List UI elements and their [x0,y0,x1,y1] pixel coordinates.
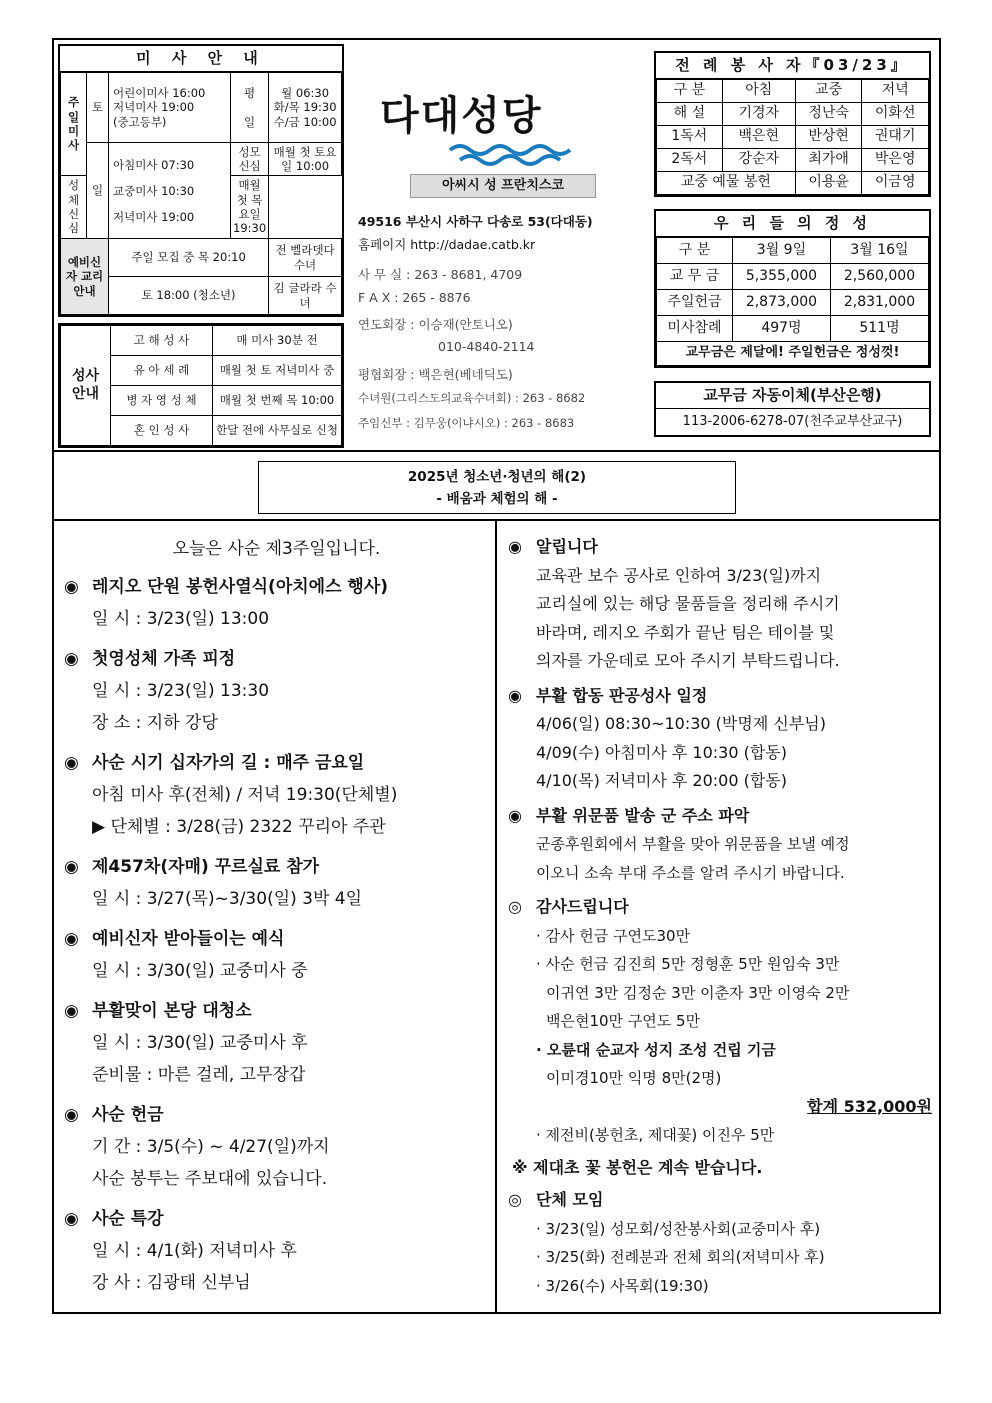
theme-line-1: 2025년 청소년·청년의 해(2) [407,469,587,485]
liturgy-cell: 최가애 [795,149,862,172]
sun-time-2: 교중미사 10:30 [113,183,195,198]
thanks-title: ◎ 감사드립니다 [508,897,629,916]
liturgy-title: 전 례 봉 사 자『03/23』 [656,53,929,79]
section-title: ◉ 첫영성체 가족 피정 [64,649,236,669]
section-line: 일 시 : 4/1(화) 저녁미사 후 [92,1241,297,1261]
thanks-line: 이미경10만 익명 8만(2명) [546,1069,722,1087]
weekday-label-2: 일 [244,114,256,129]
thanks-line: · 사순 헌금 김진희 5만 정형훈 5만 원임숙 3만 [536,955,840,973]
header-divider [52,450,941,452]
military-title: ◉ 부활 위문품 발송 군 주소 파악 [508,805,750,825]
easter-line: 4/06(일) 08:30~10:30 (박명제 신부님) [536,714,826,733]
transfer-title: 교무금 자동이체(부산은행) [656,383,929,409]
eucharist-devotion-time: 매월 첫 목요일 19:30 [231,176,269,239]
group-title: ◎ 단체 모임 [508,1190,604,1209]
section-line: 일 시 : 3/30(일) 교중미사 후 [92,1033,308,1053]
altar-offering: · 제전비(봉헌초, 제대꽃) 이진우 5만 [536,1126,775,1144]
liturgy-header: 아침 [722,80,795,103]
mass-title: 미 사 안 내 [60,46,342,72]
sacrament-label: 성사 안내 [61,326,111,446]
military-line: 군종후원회에서 부활을 맞아 위문품을 보낼 예정 [536,835,850,853]
sunday-mass-label: 주일미사 [61,73,87,176]
council-chair-phone: 010-4840-2114 [438,339,535,354]
donation-table [654,209,931,368]
section-title: ◉ 제457차(자매) 꾸르실료 참가 [64,857,320,877]
left-column [64,533,489,1299]
donation-title: 우 리 들 의 정 성 [656,211,929,237]
section-title: ◉ 부활맞이 본당 대청소 [64,1001,252,1021]
liturgy-cell: 1독서 [657,126,723,149]
notice-line: 의자를 가운데로 모아 주시기 부탁드립니다. [536,651,840,670]
sacrament-guide [58,323,344,448]
saturday-label: 토 [87,73,109,143]
sacrament-name: 유 아 세 례 [111,356,213,386]
weekday-time-2: 화/목 19:30 [273,100,337,115]
catechumen-label: 예비신자 교리안내 [61,239,109,315]
offering-label: 교중 예물 봉헌 [657,172,796,195]
donation-cell: 2,560,000 [830,264,928,290]
liturgy-cell: 권대기 [862,126,929,149]
convent-phone: 수녀원(그리스도의교육수녀회) : 263 - 8682 [358,391,586,405]
liturgy-header: 교중 [795,80,862,103]
sacrament-when: 한달 전에 사무실로 신청 [213,416,342,446]
military-line: 이오니 소속 부대 주소를 알려 주시기 바랍니다. [536,863,845,882]
section-line: ▶ 단체별 : 3/28(금) 2322 꾸리아 주관 [92,817,386,837]
theme-line-2: - 배움과 체험의 해 - [436,491,558,507]
sun-time-1: 아침미사 07:30 [113,157,195,172]
section-title: ◉ 레지오 단원 봉헌사열식(아치에스 행사) [64,577,389,597]
weekday-label-1: 평 [244,85,256,100]
section-title: ◉ 사순 헌금 [64,1105,164,1125]
church-name: 다대성당 [380,93,543,139]
thanks-line: 이귀연 3만 김정순 3만 이춘자 3만 이영숙 2만 [546,983,850,1002]
thanks-line: 백은현10만 구연도 5만 [546,1012,701,1030]
auto-transfer [654,381,931,437]
liturgy-cell: 2독서 [657,149,723,172]
donation-cell: 2,873,000 [732,290,830,316]
fax-number: F A X : 265 - 8876 [358,290,471,305]
sacrament-name: 혼 인 성 사 [111,416,213,446]
liturgy-cell: 반상현 [795,126,862,149]
right-column [508,533,932,1300]
thanks-line: · 오륜대 순교자 성지 조성 건립 기금 [536,1040,776,1059]
church-address: 49516 부산시 사하구 다송로 53(다대동) [358,214,593,229]
liturgy-cell: 해 설 [657,103,723,126]
liturgy-header: 저녁 [862,80,929,103]
group-line: · 3/23(일) 성모회/성찬봉사회(교중미사 후) [536,1219,821,1238]
liturgy-cell: 강순자 [722,149,795,172]
patron-saint: 아씨시 성 프란치스코 [410,174,596,198]
section-line: 일 시 : 3/23(일) 13:00 [92,609,270,629]
group-line: · 3/26(수) 사목회(19:30) [536,1276,709,1295]
parish-council: 평협회장 : 백은현(베네딕도) [358,367,513,382]
notice-line: 교리실에 있는 해당 물품들을 정리해 주시기 [536,594,840,613]
waves-icon [446,142,572,168]
donation-cell: 2,831,000 [830,290,928,316]
section-title: ◉ 사순 특강 [64,1209,164,1229]
church-homepage[interactable]: 홈페이지 http://dadae.catb.kr [358,237,536,252]
sun-time-3: 저녁미사 19:00 [113,209,195,224]
liturgy-header: 구 분 [657,80,723,103]
liturgy-cell: 박은영 [862,149,929,172]
section-title: ◉ 예비신자 받아들이는 예식 [64,929,285,949]
sacrament-when: 매월 첫 토 저녁미사 중 [213,356,342,386]
sat-time-3: (중고등부) [113,114,167,129]
sacrament-name: 병 자 영 성 체 [111,386,213,416]
donation-header: 구 분 [657,238,733,264]
donation-cell: 미사참례 [657,316,733,342]
sunday-label: 일 [87,143,109,239]
section-line: 일 시 : 3/30(일) 교중미사 중 [92,961,308,981]
donation-header: 3월 16일 [830,238,928,264]
easter-line: 4/09(수) 아침미사 후 10:30 (합동) [536,742,787,762]
section-line: 일 시 : 3/23(일) 13:30 [92,681,270,701]
section-title: ◉ 사순 시기 십자가의 길 : 매주 금요일 [64,753,365,773]
liturgy-cell: 기경자 [722,103,795,126]
donation-cell: 5,355,000 [732,264,830,290]
section-line: 강 사 : 김광태 신부님 [92,1273,251,1293]
marian-devotion-label: 성모 신심 [231,143,269,176]
thanks-line: · 감사 헌금 구연도30만 [536,926,691,945]
notice-line: 바라며, 레지오 주회가 끝난 팀은 테이블 및 [536,622,835,642]
eucharist-devotion-label: 성체 신심 [61,176,87,239]
section-line: 일 시 : 3/27(목)~3/30(일) 3박 4일 [92,889,363,909]
liturgy-cell: 이화선 [862,103,929,126]
year-theme [258,461,736,514]
offering-person: 이금영 [862,172,929,195]
column-divider [495,520,497,1313]
liturgy-servers [654,51,931,197]
section-line: 아침 미사 후(전체) / 저녁 19:30(단체별) [92,785,398,805]
mass-schedule [58,44,344,317]
notice-line: 교육관 보수 공사로 인하여 3/23(일)까지 [536,565,822,585]
donation-cell: 주일헌금 [657,290,733,316]
weekday-time-1: 월 06:30 [281,85,330,100]
easter-title: ◉ 부활 합동 판공성사 일정 [508,685,708,705]
notice-title: ◉ 알립니다 [508,537,598,556]
section-line: 기 간 : 3/5(수) ~ 4/27(일)까지 [92,1137,330,1157]
sat-time-2: 저녁미사 19:00 [113,100,195,115]
pastor-phone: 주임신부 : 김무웅(이냐시오) : 263 - 8683 [358,416,575,430]
catechumen-time-1: 주일 모집 중 목 20:10 [109,239,269,277]
offering-person: 이용윤 [795,172,862,195]
sacrament-when: 매 미사 30분 전 [213,326,342,356]
section-line: 준비물 : 마른 걸레, 고무장갑 [92,1065,306,1085]
office-phone: 사 무 실 : 263 - 8681, 4709 [358,267,523,282]
sat-time-1: 어린이미사 16:00 [113,85,206,100]
donation-cell: 교 무 금 [657,264,733,290]
easter-line: 4/10(목) 저녁미사 후 20:00 (합동) [536,771,787,790]
section-line: 장 소 : 지하 강당 [92,713,218,733]
section-line: 사순 봉투는 주보대에 있습니다. [92,1169,328,1189]
transfer-account: 113-2006-6278-07(천주교부산교구) [682,414,903,429]
sacrament-when: 매월 첫 번째 목 10:00 [213,386,342,416]
donation-cell: 497명 [732,316,830,342]
donation-header: 3월 9일 [732,238,830,264]
liturgy-cell: 백은현 [722,126,795,149]
donation-cell: 511명 [830,316,928,342]
catechumen-time-2: 토 18:00 (청소년) [109,277,269,315]
catechumen-teacher-1: 전 벨라뎃다 수녀 [269,239,342,277]
intro-line: 오늘은 사순 제3주일입니다. [172,539,381,559]
council-chair: 연도회장 : 이승재(안토니오) [358,317,513,332]
catechumen-teacher-2: 김 글라라 수녀 [269,277,342,315]
group-line: · 3/25(화) 전례분과 전체 회의(저녁미사 후) [536,1248,825,1266]
candle-note: ※ 제대초 꽃 봉헌은 계속 받습니다. [512,1157,763,1177]
thanks-total: 합계 532,000원 [807,1096,932,1116]
donation-note: 교무금은 제달에! 주일헌금은 정성껏! [657,342,929,366]
weekday-time-3: 수/금 10:00 [273,114,337,129]
sacrament-name: 고 해 성 사 [111,326,213,356]
liturgy-cell: 정난숙 [795,103,862,126]
marian-devotion-time: 매월 첫 토요일 10:00 [269,143,342,176]
